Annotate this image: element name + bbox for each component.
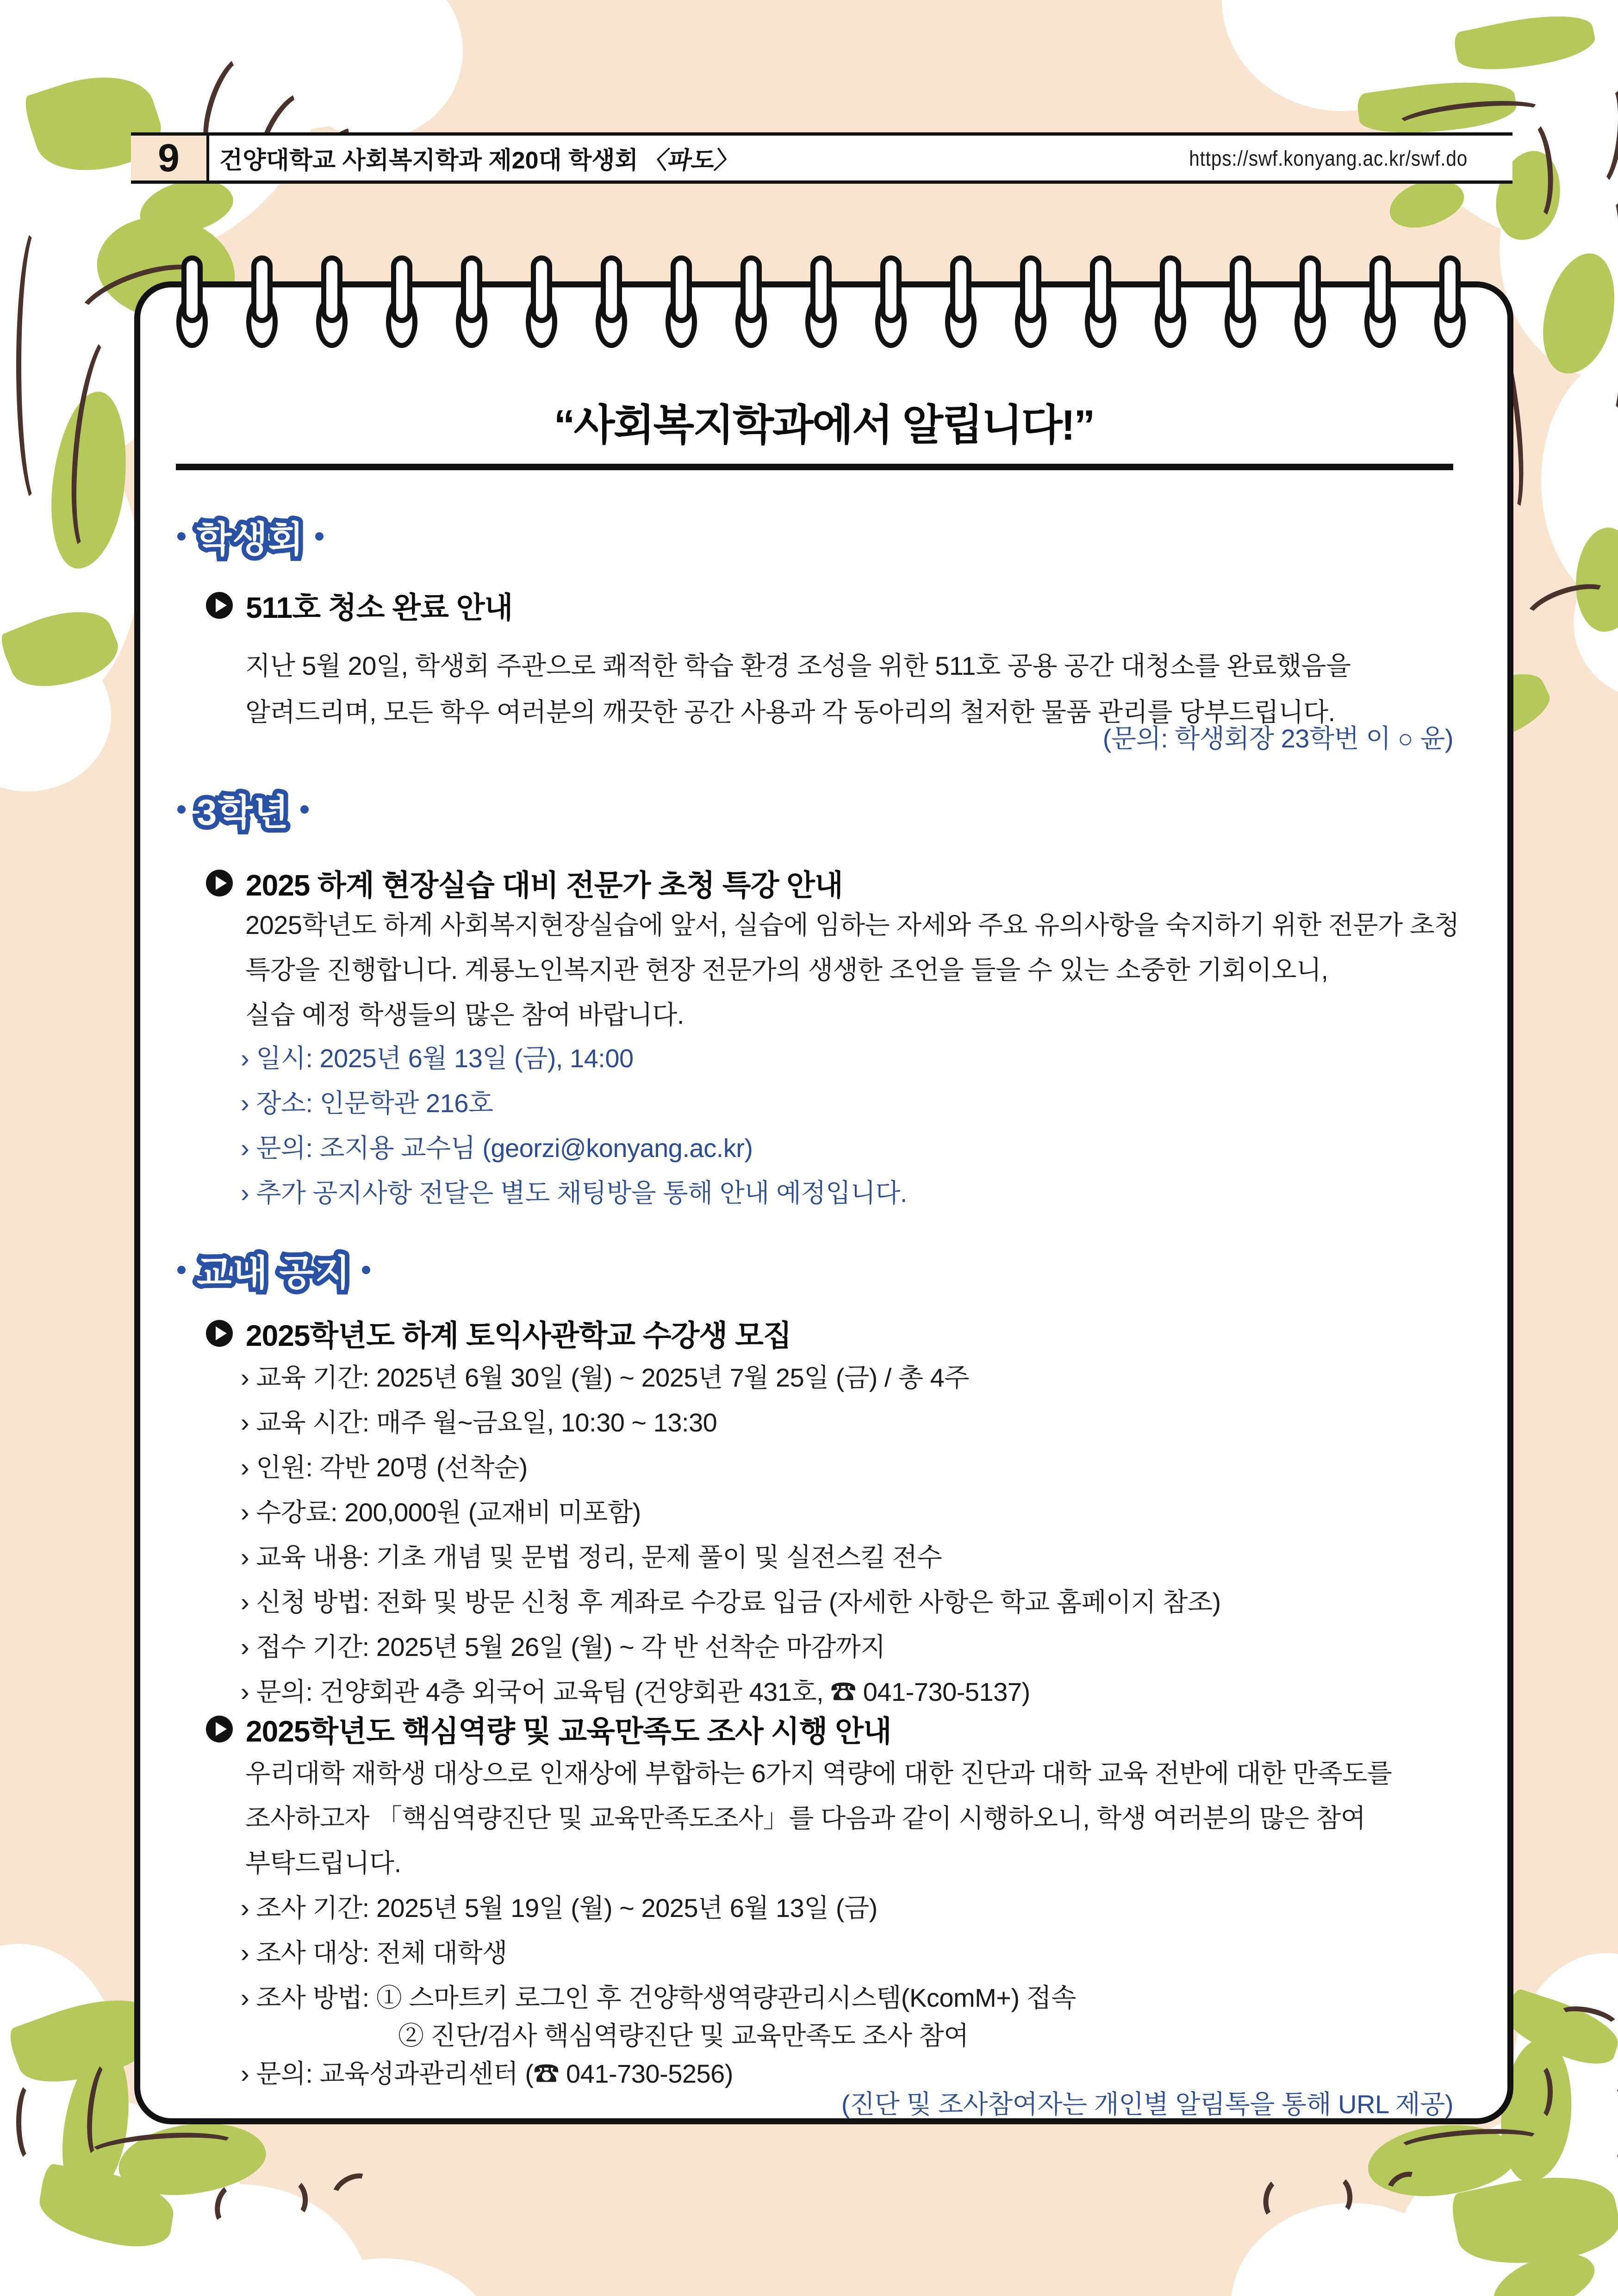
detail-line: › 문의: 건양회관 4층 외국어 교육팀 (건양회관 431호, ☎ 041-730-5137) xyxy=(241,1677,1030,1706)
detail-line-indent: ② 진단/검사 핵심역량진단 및 교육만족도 조사 참여 xyxy=(398,2021,969,2050)
spiral-ring-icon xyxy=(1230,255,1251,323)
item-heading xyxy=(206,862,843,904)
contact-note: (문의: 학생회장 23학번 이 ○ 윤) xyxy=(1102,724,1453,753)
notice-title: “사회복지학과에서 알립니다!” xyxy=(554,402,1094,449)
header-url: https://swf.konyang.ac.kr/swf.do xyxy=(1189,146,1468,170)
arrow-bullet-icon xyxy=(206,592,233,619)
section-label-text: 학생회 학생회 xyxy=(197,510,304,562)
branch-icon xyxy=(1525,2062,1553,2122)
spiral-ring-icon xyxy=(810,255,832,323)
detail-line: › 문의: 조지용 교수님 (georzi@konyang.ac.kr) xyxy=(241,1133,753,1163)
spiral-ring-icon xyxy=(671,255,692,323)
spiral-ring-icon xyxy=(181,255,203,323)
spiral-ring-icon xyxy=(461,255,482,323)
spiral-ring-icon xyxy=(880,255,902,323)
ring-icon xyxy=(315,532,324,541)
detail-line: › 신청 방법: 전화 및 방문 신청 후 계좌로 수강료 입금 (자세한 사항은 학교 홈페이지 참조) xyxy=(241,1587,1221,1617)
item-heading xyxy=(206,1312,791,1355)
detail-line: › 인원: 각반 20명 (선착순) xyxy=(241,1453,528,1482)
section-label-text: 교내 공지 교내 공지 xyxy=(197,1244,351,1296)
body-line: 특강을 진행합니다. 계룡노인복지관 현장 전문가의 생생한 조언을 들을 수 있는 소중한 기회이오니, xyxy=(245,955,1328,984)
spiral-ring-icon xyxy=(321,255,342,323)
detail-line: › 교육 시간: 매주 월~금요일, 10:30 ~ 13:30 xyxy=(241,1408,717,1437)
section-label-campus-notice xyxy=(177,1244,370,1296)
branch-icon xyxy=(16,2080,46,2164)
page-number: 9 xyxy=(131,136,209,180)
arrow-bullet-icon xyxy=(206,870,233,896)
arrow-bullet-icon xyxy=(206,1320,233,1347)
title-divider xyxy=(176,464,1453,470)
spiral-ring-icon xyxy=(1439,255,1461,323)
spiral-ring-icon xyxy=(1300,255,1321,323)
spiral-ring-icon xyxy=(1160,255,1181,323)
item-heading xyxy=(206,584,512,627)
section-label-text: 3학년 3학년 xyxy=(197,784,289,835)
section-label-3rd-year xyxy=(177,784,309,835)
detail-line: › 조사 방법: ① 스마트키 로그인 후 건양학생역량관리시스템(KcomM+) 접속 xyxy=(241,1983,1076,2012)
detail-line: › 장소: 인문학관 216호 xyxy=(241,1089,493,1118)
body-line: 조사하고자 「핵심역량진단 및 교육만족도조사」를 다음과 같이 시행하오니, 학생 여러분의 많은 참여 xyxy=(245,1804,1366,1833)
header-brand: 〈파도〉 xyxy=(641,147,741,174)
detail-line: › 교육 기간: 2025년 6월 30일 (월) ~ 2025년 7월 25일 (금) / 총 4주 xyxy=(241,1363,969,1392)
ring-icon xyxy=(177,532,186,541)
header-title-text: 건양대학교 사회복지학과 제20대 학생회 xyxy=(219,147,638,174)
ring-icon xyxy=(177,1266,186,1274)
ring-icon xyxy=(177,805,186,814)
item-heading-text: 2025학년도 하계 토익사관학교 수강생 모집 xyxy=(246,1319,791,1352)
spiral-ring-icon xyxy=(741,255,762,323)
body-line: 실습 예정 학생들의 많은 참여 바랍니다. xyxy=(245,1000,684,1029)
spiral-ring-icon xyxy=(601,255,622,323)
item-heading-text: 2025 하계 현장실습 대비 전문가 초청 특강 안내 xyxy=(246,869,843,902)
detail-line: › 교육 내용: 기초 개념 및 문법 정리, 문제 풀이 및 실전스킬 전수 xyxy=(241,1543,942,1572)
detail-line: › 조사 기간: 2025년 5월 19일 (월) ~ 2025년 6월 13일 (금) xyxy=(241,1893,877,1923)
ring-icon xyxy=(300,805,309,814)
spiral-ring-icon xyxy=(251,255,273,323)
body-line: 부탁드립니다. xyxy=(245,1848,401,1878)
detail-line: › 접수 기간: 2025년 5월 26일 (월) ~ 각 반 선착순 마감까지 xyxy=(241,1632,885,1661)
spiral-ring-icon xyxy=(531,255,552,323)
body-line: 알려드리며, 모든 학우 여러분의 깨끗한 공간 사용과 각 동아리의 철저한 물품 관리를 당부드립니다. xyxy=(245,697,1335,727)
body-line: 지난 5월 20일, 학생회 주관으로 쾌적한 학습 환경 조성을 위한 511호 공용 공간 대청소를 완료했음을 xyxy=(245,651,1351,680)
ring-icon xyxy=(362,1266,370,1274)
item-heading xyxy=(206,1708,891,1750)
branch-icon xyxy=(16,222,60,509)
spiral-ring-icon xyxy=(950,255,971,323)
branch-icon xyxy=(326,2167,379,2214)
section-label-student-council xyxy=(177,510,324,562)
detail-line: › 문의: 교육성과관리센터 (☎ 041-730-5256) xyxy=(241,2059,733,2088)
spiral-ring-icon xyxy=(1369,255,1391,323)
spiral-ring-icon xyxy=(1090,255,1111,323)
body-line: 2025학년도 하계 사회복지현장실습에 앞서, 실습에 임하는 자세와 주요 유의사항을 숙지하기 위한 전문가 초청 xyxy=(245,910,1459,940)
spiral-ring-icon xyxy=(1020,255,1041,323)
body-line: 우리대학 재학생 대상으로 인재상에 부합하는 6가지 역량에 대한 진단과 대학 교육 전반에 대한 만족도를 xyxy=(245,1759,1392,1788)
detail-line: › 조사 대상: 전체 대학생 xyxy=(241,1938,507,1967)
arrow-bullet-icon xyxy=(206,1716,233,1742)
header-title xyxy=(209,136,739,180)
contact-note: (진단 및 조사참여자는 개인별 알림톡을 통해 URL 제공) xyxy=(841,2090,1453,2119)
item-heading-text: 511호 청소 완료 안내 xyxy=(246,591,513,624)
spiral-ring-icon xyxy=(391,255,412,323)
detail-line: › 일시: 2025년 6월 13일 (금), 14:00 xyxy=(241,1044,634,1073)
page-header xyxy=(131,132,1512,184)
detail-line: › 추가 공지사항 전달은 별도 채팅방을 통해 안내 예정입니다. xyxy=(241,1178,907,1207)
detail-line: › 수강료: 200,000원 (교재비 미포함) xyxy=(241,1498,641,1527)
item-heading-text: 2025학년도 핵심역량 및 교육만족도 조사 시행 안내 xyxy=(246,1715,891,1748)
